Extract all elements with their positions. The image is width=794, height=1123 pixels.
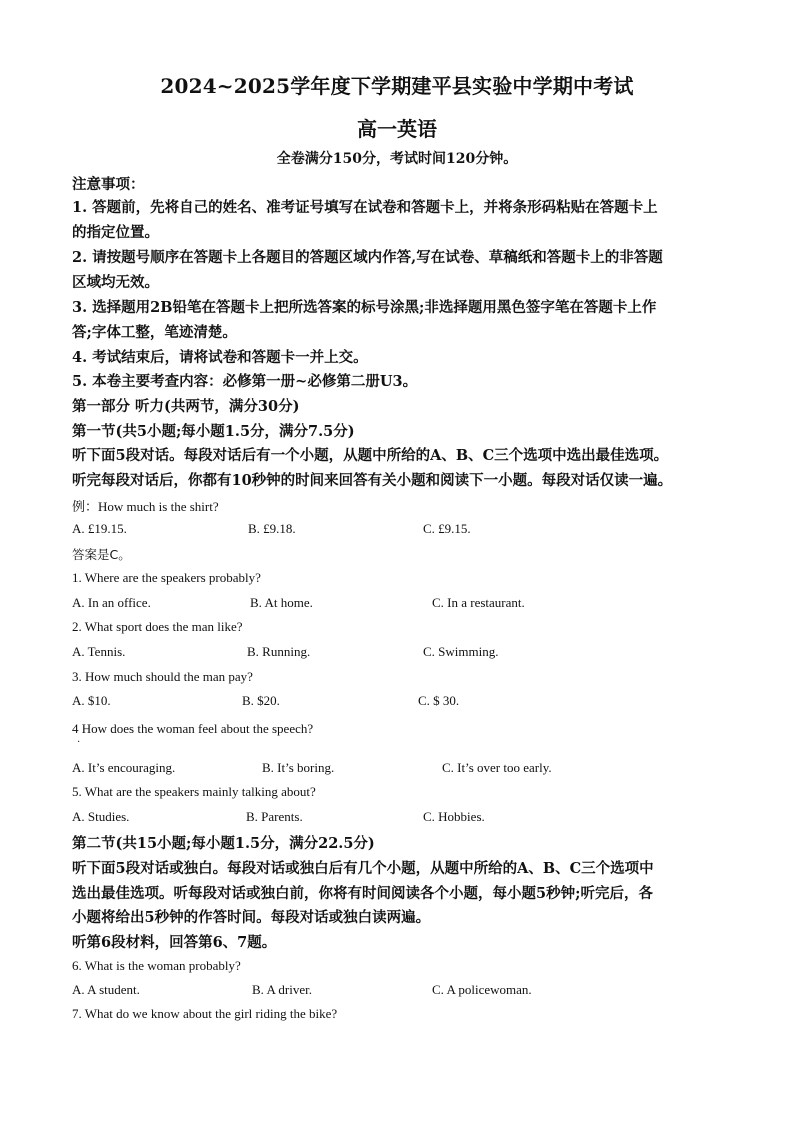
q3-option-c: C. $ 30. bbox=[418, 693, 460, 708]
question-5: 5. What are the speakers mainly talking about? bbox=[72, 784, 316, 799]
material-6-heading: 听第6段材料，回答第6、7题。 bbox=[72, 934, 277, 951]
notes-line: 4. 考试结束后，请将试卷和答题卡一并上交。 bbox=[72, 349, 368, 366]
q2-option-c: C. Swimming. bbox=[423, 644, 499, 659]
q5-option-c: C. Hobbies. bbox=[423, 809, 485, 824]
q3-option-a: A. $10. bbox=[72, 693, 111, 708]
q5-option-a: A. Studies. bbox=[72, 809, 130, 824]
question-2: 2. What sport does the man like? bbox=[72, 619, 243, 634]
notes-line: 2. 请按题号顺序在答题卡上各题目的答题区域内作答,写在试卷、草稿纸和答题卡上的非答题 bbox=[72, 249, 663, 266]
section2-heading: 第二节(共15小题;每小题1.5分，满分22.5分) bbox=[72, 835, 375, 852]
section2-instruction: 选出最佳选项。听每段对话或独白前，你将有时间阅读各个小题，每小题5秒钟;听完后，各 bbox=[72, 885, 653, 902]
example-option-b: B. £9.18. bbox=[248, 521, 296, 536]
notes-line: 答;字体工整，笔迹清楚。 bbox=[72, 324, 237, 341]
example-option-c: C. £9.15. bbox=[423, 521, 471, 536]
q4-option-b: B. It’s boring. bbox=[262, 760, 335, 775]
q1-option-b: B. At home. bbox=[250, 595, 313, 610]
exam-title: 2024~2025学年度下学期建平县实验中学期中考试 bbox=[160, 74, 634, 98]
q4-option-a: A. It’s encouraging. bbox=[72, 760, 176, 775]
exam-subject: 高一英语 bbox=[357, 117, 437, 141]
question-1: 1. Where are the speakers probably? bbox=[72, 570, 261, 585]
q1-option-a: A. In an office. bbox=[72, 595, 151, 610]
section1-heading: 第一节(共5小题;每小题1.5分，满分7.5分) bbox=[72, 423, 355, 440]
stray-mark: · bbox=[77, 737, 81, 748]
q2-option-b: B. Running. bbox=[247, 644, 311, 659]
notes-line: 区域均无效。 bbox=[72, 274, 159, 291]
q4-option-c: C. It’s over too early. bbox=[442, 760, 552, 775]
q5-option-b: B. Parents. bbox=[246, 809, 303, 824]
section2-instruction: 小题将给出5秒钟的作答时间。每段对话或独白读两遍。 bbox=[72, 909, 431, 926]
exam-info: 全卷满分150分，考试时间120分钟。 bbox=[276, 151, 518, 167]
question-3: 3. How much should the man pay? bbox=[72, 669, 253, 684]
example-option-a: A. £19.15. bbox=[72, 521, 127, 536]
section2-instruction: 听下面5段对话或独白。每段对话或独白后有几个小题，从题中所给的A、B、C三个选项中 bbox=[72, 860, 654, 877]
question-4: 4 How does the woman feel about the speech? bbox=[72, 721, 314, 736]
question-7: 7. What do we know about the girl riding the bike? bbox=[72, 1006, 338, 1021]
example-answer: 答案是C。 bbox=[72, 547, 131, 562]
q6-option-a: A. A student. bbox=[72, 982, 140, 997]
notes-line: 3. 选择题用2B铅笔在答题卡上把所选答案的标号涂黑;非选择题用黑色签字笔在答题卡上作 bbox=[72, 299, 657, 316]
q2-option-a: A. Tennis. bbox=[72, 644, 126, 659]
q1-option-c: C. In a restaurant. bbox=[432, 595, 525, 610]
q6-option-c: C. A policewoman. bbox=[432, 982, 532, 997]
section1-instruction: 听下面5段对话。每段对话后有一个小题，从题中所给的A、B、C三个选项中选出最佳选项。 bbox=[72, 447, 669, 464]
q3-option-b: B. $20. bbox=[242, 693, 280, 708]
example-question: 例：How much is the shirt? bbox=[72, 499, 219, 514]
notes-heading: 注意事项： bbox=[72, 176, 145, 193]
section1-instruction: 听完每段对话后，你都有10秒钟的时间来回答有关小题和阅读下一小题。每段对话仅读一遍。 bbox=[72, 472, 673, 489]
part1-heading: 第一部分 听力(共两节，满分30分) bbox=[72, 398, 300, 415]
q6-option-b: B. A driver. bbox=[252, 982, 312, 997]
notes-line: 5. 本卷主要考查内容：必修第一册~必修第二册U3。 bbox=[72, 373, 418, 390]
notes-line: 的指定位置。 bbox=[72, 224, 159, 241]
notes-line: 1. 答题前，先将自己的姓名、准考证号填写在试卷和答题卡上，并将条形码粘贴在答题卡上 bbox=[72, 199, 658, 216]
question-6: 6. What is the woman probably? bbox=[72, 958, 241, 973]
